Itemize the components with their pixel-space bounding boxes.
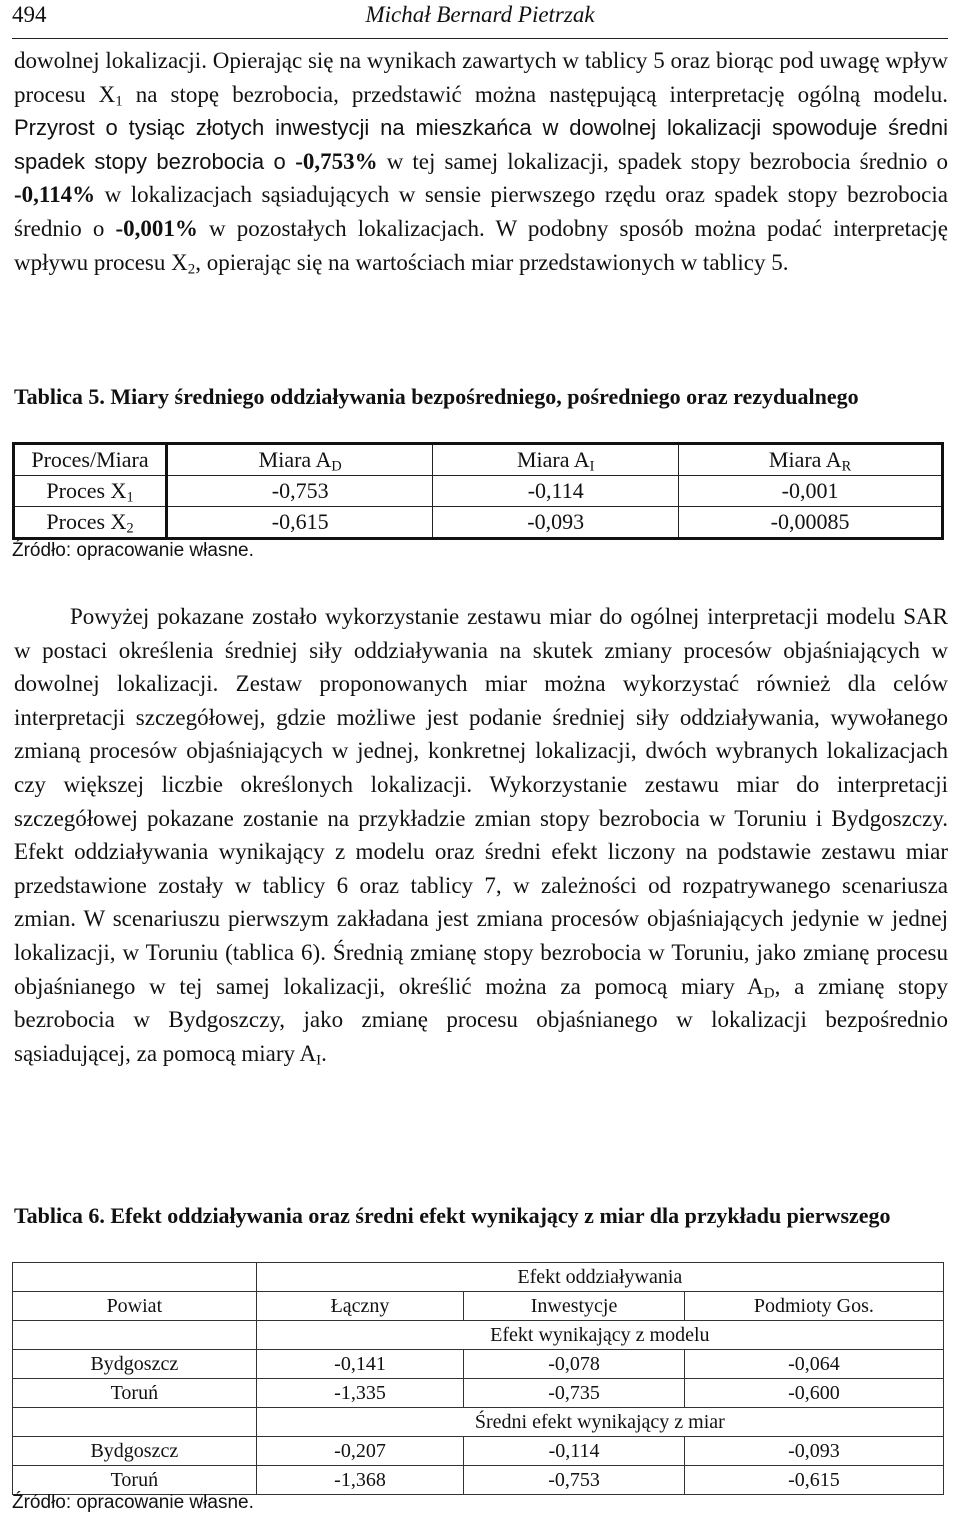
table-header-cell: Miara $A_I$ (433, 444, 679, 476)
table-section-header: Średni efekt wynikający z miar (256, 1408, 943, 1437)
table-5 (12, 442, 944, 540)
table-cell: -0,093 (684, 1437, 943, 1466)
table-row (13, 1263, 944, 1292)
table-row (13, 1466, 944, 1495)
table-row (13, 1292, 944, 1321)
table-row (14, 507, 943, 539)
table-section-header: Efekt wynikający z modelu (256, 1321, 943, 1350)
table-header-cell: Powiat (13, 1292, 257, 1321)
table-6 (12, 1262, 944, 1495)
table-header-cell: Łączny (256, 1292, 464, 1321)
table-cell: -1,335 (256, 1379, 464, 1408)
page-number: 494 (12, 2, 47, 27)
table-cell: -0,753 (167, 476, 433, 507)
table-cell: -0,615 (167, 507, 433, 539)
table-row-label: Toruń (13, 1379, 257, 1408)
table-cell: -0,001 (679, 476, 943, 507)
table-5-source: Źródło: opracowanie własne. (12, 540, 254, 561)
table-cell: -0,735 (464, 1379, 685, 1408)
table-header-cell (13, 1263, 257, 1292)
table-cell (13, 1321, 257, 1350)
table-row (13, 1321, 944, 1350)
table-cell: -0,207 (256, 1437, 464, 1466)
table-cell: -0,753 (464, 1466, 685, 1495)
table-cell: -0,093 (433, 507, 679, 539)
paragraph-1: dowolnej lokalizacji. Opierając się na wynikach zawartych w tablicy 5 oraz biorąc pod uwagę wpływ procesu $X_1$ na stopę bezrobocia, przedstawić można następującą interpretację ogólną modelu. Przyrost o tysiąc złotych inwestycji na mieszkańca w dowolnej lokalizacji spowoduje średni spadek stopy bezrobocia o -0,753% w tej samej lokalizacji, spadek stopy bezrobocia średnio o -0,114% w lokalizacjach sąsiadujących w sensie pierwszego rzędu oraz spadek stopy bezrobocia średnio o -0,001% w pozostałych lokalizacjach. W podobny sposób można podać interpretację wpływu procesu $X_2$, opierając się na wartościach miar przedstawionych w tablicy 5. (14, 48, 948, 278)
table-header-cell: Inwestycje (464, 1292, 685, 1321)
table-cell: -0,00085 (679, 507, 943, 539)
table-cell: -0,078 (464, 1350, 685, 1379)
table-cell: -1,368 (256, 1466, 464, 1495)
table-cell: -0,600 (684, 1379, 943, 1408)
table-row-label: Toruń (13, 1466, 257, 1495)
table-cell: -0,114 (464, 1437, 685, 1466)
table-row (14, 476, 943, 507)
table-row (14, 444, 943, 476)
paragraph-2: Powyżej pokazane zostało wykorzystanie zestawu miar do ogólnej interpretacji modelu SAR w postaci określenia średniej siły oddziaływania na skutek zmiany procesów objaśniających w dowolnej lokalizacji. Zestaw proponowanych miar można wykorzystać również dla celów interpretacji szczegółowej, gdzie możliwe jest podanie średniej siły oddziaływania, wywołanego zmianą procesów objaśniających w jednej, konkretnej lokalizacji, dwóch wybranych lokalizacjach czy większej liczbie określonych lokalizacji. Wykorzystanie zestawu miar do interpretacji szczegółowej pokazane zostanie na przykładzie zmian stopy bezrobocia w Toruniu i Bydgoszczy. Efekt oddziaływania wynikający z modelu oraz średni efekt liczony na podstawie zestawu miar przedstawione zostały w tablicy 6 oraz tablicy 7, w zależności od rozpatrywanego scenariusza zmian. W scenariuszu pierwszym zakładana jest zmiana procesów objaśniających jedynie w jednej lokalizacji, w Toruniu (tablica 6). Średnią zmianę stopy bezrobocia w Toruniu, jako zmianę procesu objaśnianego w tej samej lokalizacji, określić można za pomocą miary $A_D$, a zmianę stopy bezrobocia w Bydgoszczy, jako zmianę procesu objaśnianego w lokalizacji bezpośrednio sąsiadującej, za pomocą miary $A_I$. (14, 604, 948, 1069)
running-header (12, 0, 948, 39)
table-cell (13, 1408, 257, 1437)
table-cell: -0,114 (433, 476, 679, 507)
table-header-cell: Proces/Miara (14, 444, 167, 476)
table-5-caption: Tablica 5. Miary średniego oddziaływania bezpośredniego, pośredniego oraz rezydualnego (14, 384, 859, 409)
table-header-cell: Miara $A_D$ (167, 444, 433, 476)
table-row (13, 1408, 944, 1437)
table-row (13, 1437, 944, 1466)
running-author: Michał Bernard Pietrzak (365, 2, 595, 27)
table-row (13, 1379, 944, 1408)
table-cell: -0,141 (256, 1350, 464, 1379)
table-header-cell: Miara $A_R$ (679, 444, 943, 476)
table-cell: -0,615 (684, 1466, 943, 1495)
table-row-label: Bydgoszcz (13, 1437, 257, 1466)
table-group-header: Efekt oddziaływania (256, 1263, 943, 1292)
table-cell: -0,064 (684, 1350, 943, 1379)
table-6-source: Źródło: opracowanie własne. (12, 1492, 254, 1513)
table-6-caption: Tablica 6. Efekt oddziaływania oraz średni efekt wynikający z miar dla przykładu pierwszego (14, 1203, 891, 1228)
table-row-label: Proces $X_2$ (14, 507, 167, 539)
table-row-label: Proces $X_1$ (14, 476, 167, 507)
table-header-cell: Podmioty Gos. (684, 1292, 943, 1321)
table-row (13, 1350, 944, 1379)
table-row-label: Bydgoszcz (13, 1350, 257, 1379)
